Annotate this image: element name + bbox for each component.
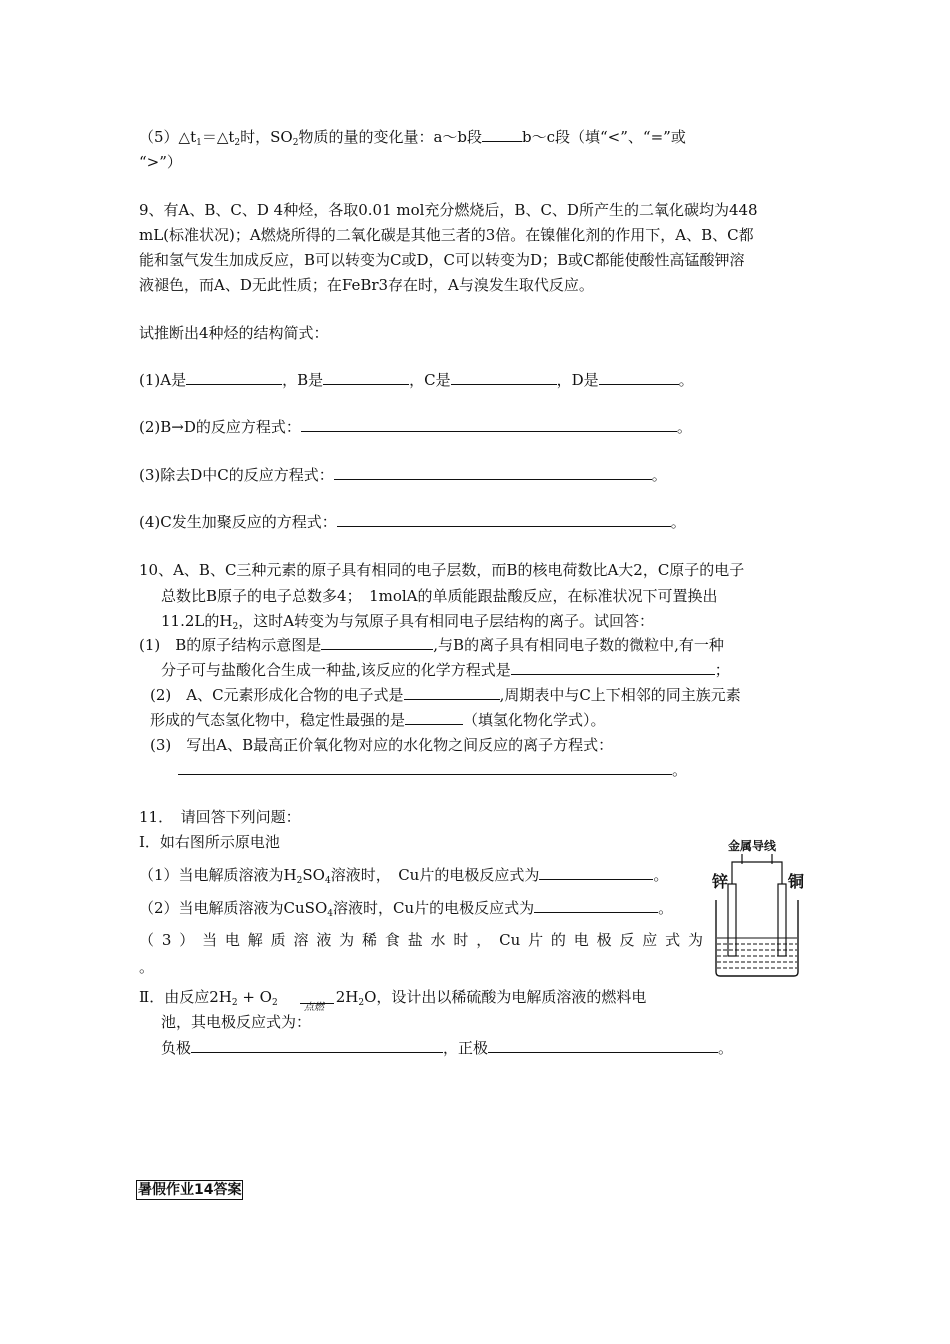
q10-blank-1a[interactable] bbox=[321, 635, 433, 650]
q9-blank-d[interactable] bbox=[599, 370, 679, 385]
q9-sub4: (4)C发生加聚反应的方程式： 。 bbox=[139, 513, 686, 531]
q11-blank-1[interactable] bbox=[539, 865, 653, 880]
q10-stem-line1: 10、A、B、C三种元素的原子具有相同的电子层数，而B的核电荷数比A大2，C原子的电子 bbox=[139, 561, 745, 579]
q9-blank-a[interactable] bbox=[186, 370, 282, 385]
q9-sub2: (2)B→D的反应方程式： 。 bbox=[139, 418, 692, 436]
zinc-electrode bbox=[728, 884, 736, 956]
q9-blank-2[interactable] bbox=[301, 417, 677, 432]
q11-part2-line3: 负极 ，正极 。 bbox=[161, 1039, 734, 1057]
q10-stem-line3: 11.2L的$H_2$，这时A转变为与氖原子具有相同电子层结构的离子。试回答： bbox=[161, 612, 655, 632]
q11-part2-line2: 池，其电极反应式为： bbox=[161, 1013, 312, 1031]
q9-stem-line1: 9、有A、B、C、D 4种烃，各取0.01 mol充分燃烧后，B、C、D所产生的二氧化碳均为448 bbox=[139, 201, 758, 219]
q11-part1-q3: （3）当电解质溶液为稀食盐水时，Cu片的电极反应式为 bbox=[139, 931, 703, 949]
q9-blank-4[interactable] bbox=[337, 512, 671, 527]
q10-blank-3[interactable] bbox=[178, 760, 672, 775]
q11-blank-2[interactable] bbox=[534, 898, 658, 913]
reaction-arrow bbox=[300, 1003, 334, 1004]
q9-blank-b[interactable] bbox=[323, 370, 409, 385]
q10-blank-2b[interactable] bbox=[405, 710, 463, 725]
wire-label: 金属导线 bbox=[728, 839, 777, 853]
q9-stem-line3: 能和氢气发生加成反应，B可以转变为C或D，C可以转变为D；B或C都能使酸性高锰酸钾溶 bbox=[139, 251, 745, 269]
q9-stem-line4: 液褪色，而A、D无此性质；在FeBr3存在时，A与溴发生取代反应。 bbox=[139, 276, 594, 294]
q9-sub3: (3)除去D中C的反应方程式： 。 bbox=[139, 466, 667, 484]
copper-electrode bbox=[778, 884, 786, 956]
q10-sub3-answer: 。 bbox=[178, 760, 687, 780]
q9-intro: 试推断出4种烃的结构简式： bbox=[139, 324, 329, 342]
q9-blank-c[interactable] bbox=[451, 370, 557, 385]
positive-electrode-blank[interactable] bbox=[488, 1038, 718, 1053]
negative-electrode-blank[interactable] bbox=[191, 1038, 443, 1053]
q11-heading: 11． 请回答下列问题： bbox=[139, 808, 301, 826]
q9-blank-3[interactable] bbox=[334, 465, 652, 480]
copper-label: 铜 bbox=[788, 872, 805, 891]
q11-part1-q2: （2）当电解质溶液为CuSO$_4$溶液时，Cu片的电极反应式为 。 bbox=[139, 899, 674, 919]
reaction-condition: 点燃 bbox=[304, 1002, 324, 1013]
wire bbox=[732, 862, 782, 884]
q11-part2-line1: Ⅱ．由反应$2H_2 + O_2$ $2H_2O$，设计出以稀硫酸为电解质溶液的燃料电 bbox=[139, 988, 647, 1008]
q11-part1-q1: （1）当电解质溶液为$H_2SO_4$溶液时， Cu片的电极反应式为 。 bbox=[139, 866, 669, 886]
galvanic-cell-figure bbox=[708, 834, 808, 984]
zinc-label: 锌 bbox=[712, 872, 729, 891]
q10-blank-1b[interactable] bbox=[511, 660, 715, 675]
q8-part5-line2: “>”） bbox=[139, 153, 182, 171]
q9-sub1: (1)A是 ，B是 ，C是 ，D是 。 bbox=[139, 371, 694, 389]
q10-sub1-line2: 分子可与盐酸化合生成一种盐,该反应的化学方程式是 ； bbox=[161, 661, 730, 679]
q8-part5-line1: $(5)\triangle t_1=\triangle t_2$时，$SO_2$物质的量的变化量：a～b段 b～c段（填“<”、“=”或 bbox=[139, 128, 686, 148]
q9-stem-line2: mL(标准状况)；A燃烧所得的二氧化碳是其他三者的3倍。在镍催化剂的作用下，A、B、C都 bbox=[139, 226, 754, 244]
q10-sub2-line2: 形成的气态氢化物中，稳定性最强的是 （填氢化物化学式）。 bbox=[150, 711, 606, 729]
q10-sub3: (3) 写出A、B最高正价氧化物对应的水化物之间反应的离子方程式： bbox=[150, 736, 614, 754]
q11-part1-q3-end: 。 bbox=[139, 958, 155, 976]
q10-sub1-line1: (1) B的原子结构示意图是 ,与B的离子具有相同电子数的微粒中,有一种 bbox=[139, 636, 724, 654]
q10-blank-2a[interactable] bbox=[404, 685, 500, 700]
q10-stem-line2: 总数比B原子的电子总数多4； 1molA的单质能跟盐酸反应，在标准状况下可置换出 bbox=[161, 587, 718, 605]
q11-part1-intro: Ⅰ．如右图所示原电池 bbox=[139, 833, 280, 851]
q8-blank[interactable] bbox=[482, 127, 522, 142]
answer-section-title: 暑假作业14答案 bbox=[138, 1182, 242, 1198]
q10-sub2-line1: (2) A、C元素形成化合物的电子式是 ,周期表中与C上下相邻的同主族元素 bbox=[150, 686, 741, 704]
